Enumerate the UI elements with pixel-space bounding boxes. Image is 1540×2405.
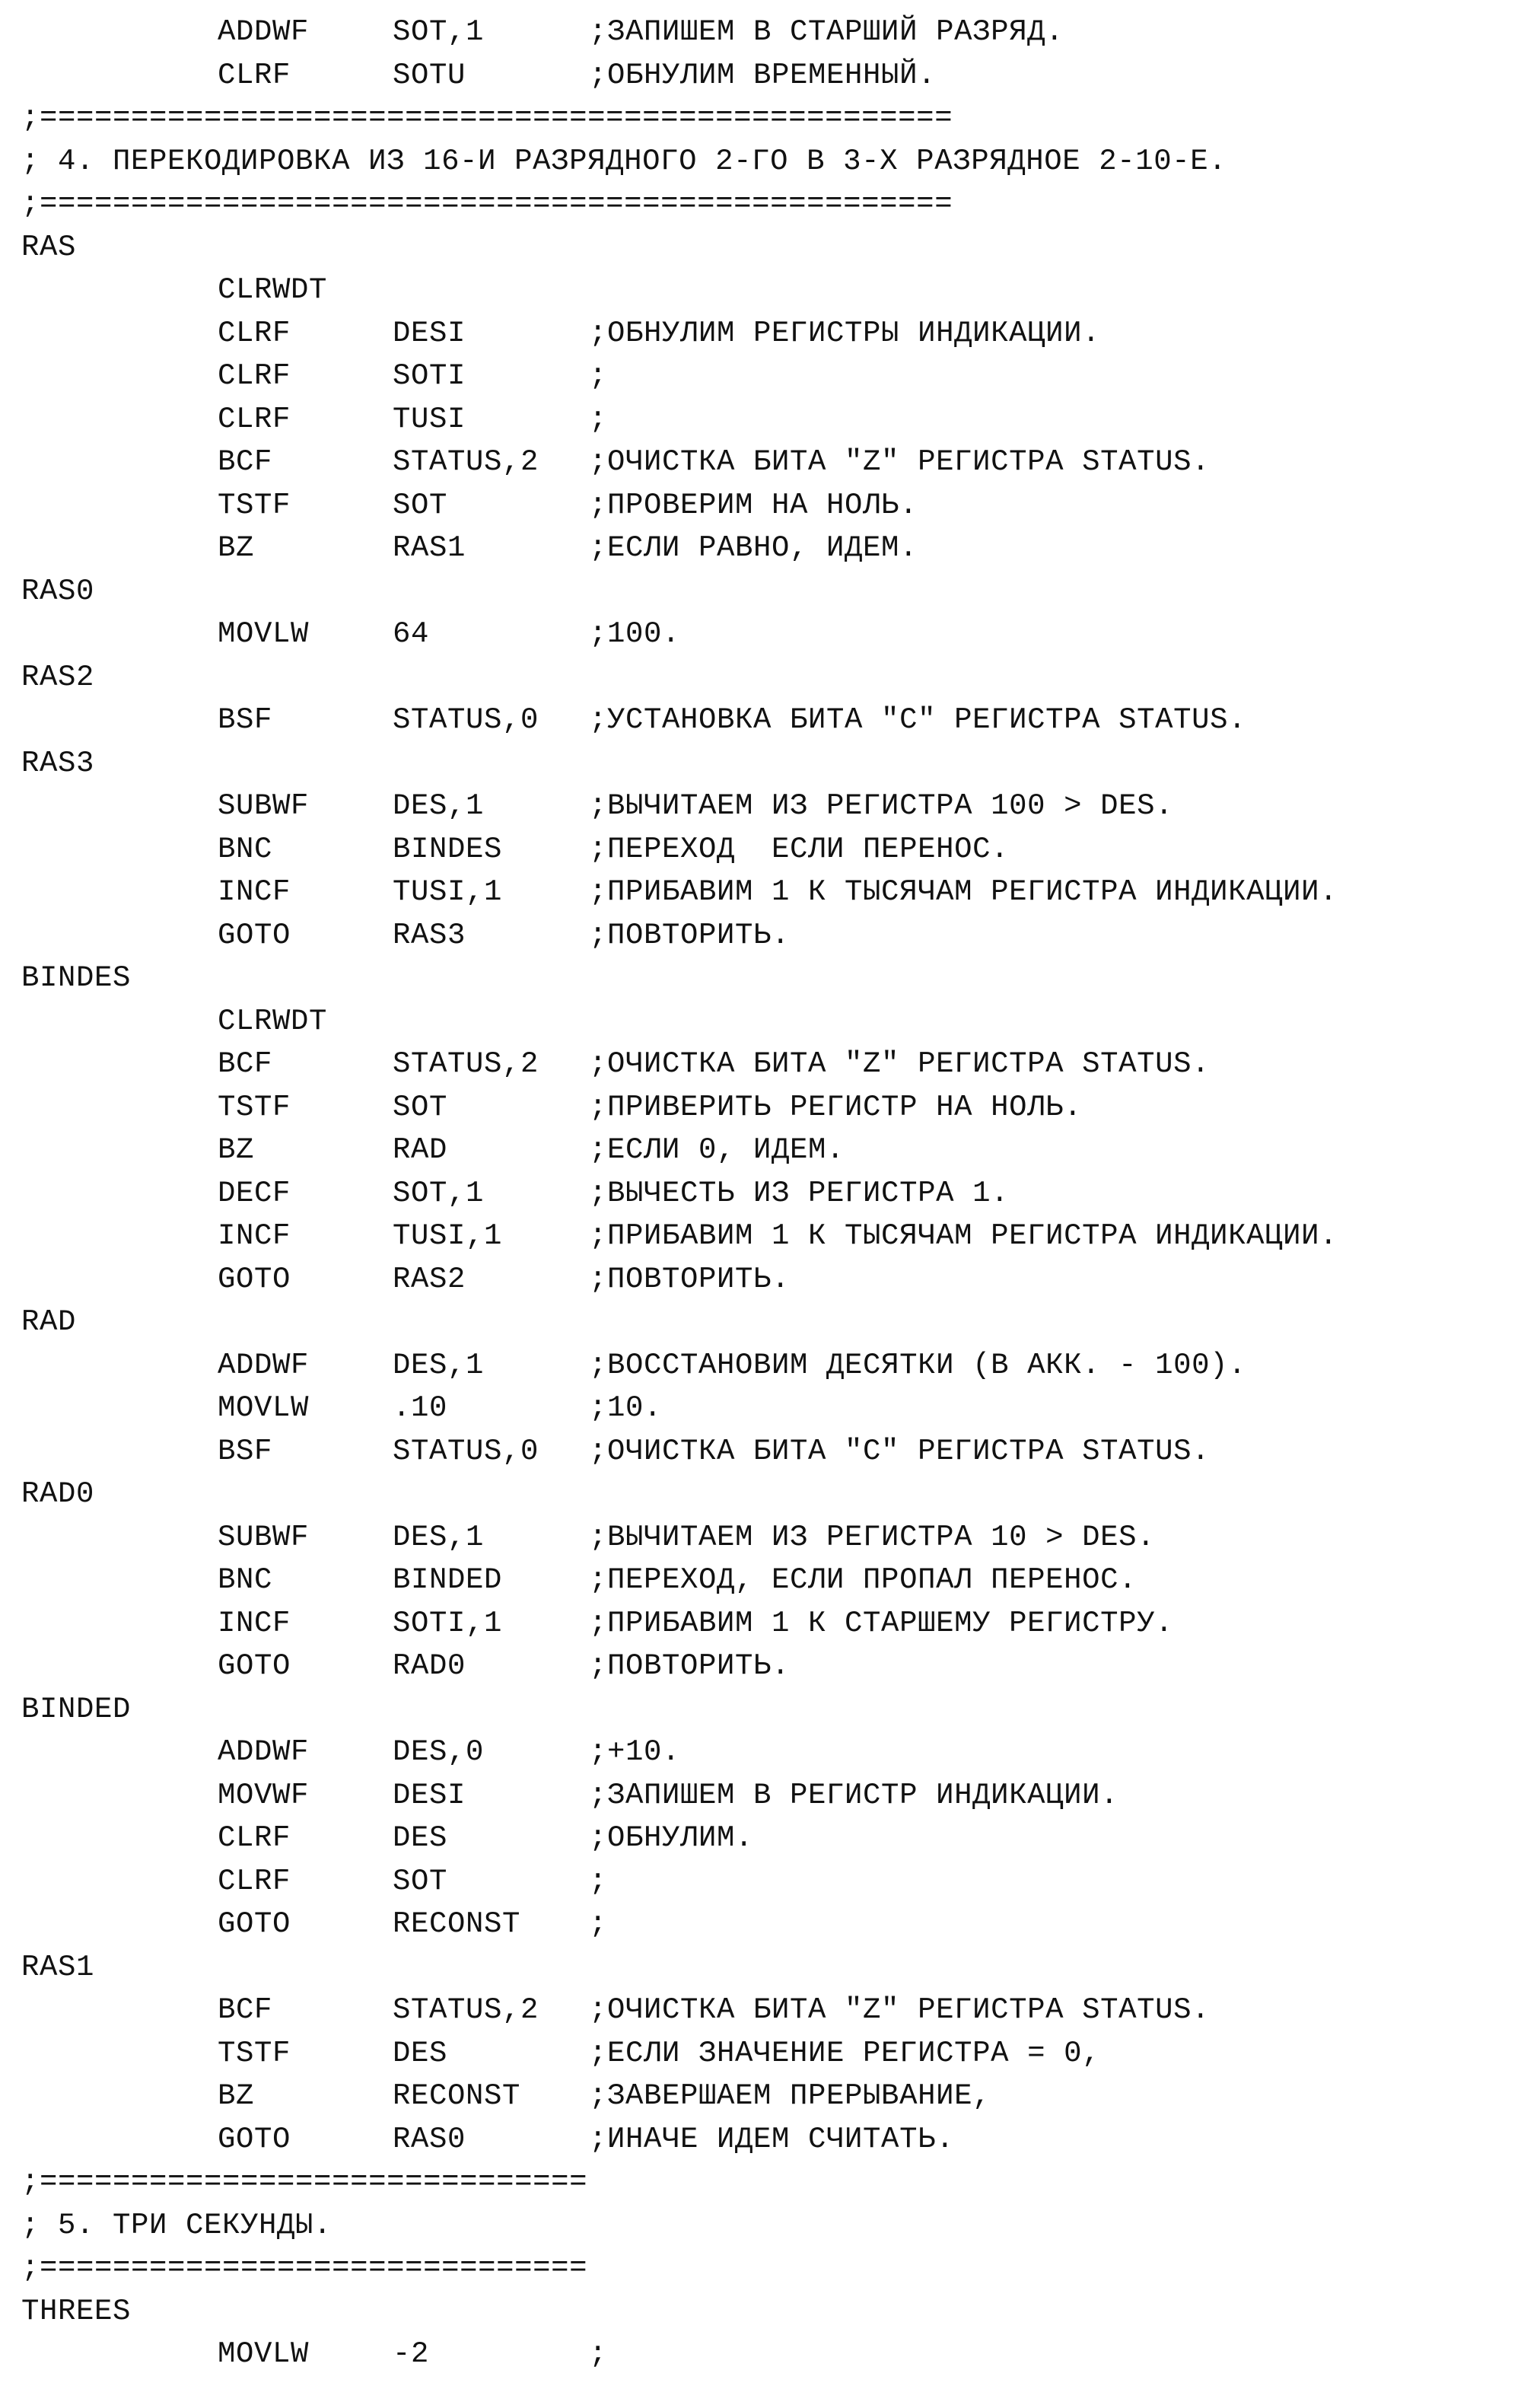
comment: ;100.	[589, 617, 681, 651]
code-label-line	[21, 1473, 1338, 1516]
comment: ;	[589, 359, 608, 393]
operand: RAD0	[393, 1649, 466, 1683]
opcode: CLRF	[218, 359, 291, 393]
operand: DES,0	[393, 1735, 485, 1769]
code-label-line	[21, 226, 1338, 269]
code-label-line	[21, 1301, 1338, 1344]
opcode: BZ	[218, 2079, 255, 2113]
code-line	[21, 1215, 1338, 1258]
opcode: BNC	[218, 1563, 273, 1597]
opcode: BCF	[218, 1047, 273, 1081]
code-line	[21, 1860, 1338, 1903]
comment: ;ОЧИСТКА БИТА "Z" РЕГИСТРА STATUS.	[589, 1993, 1211, 2027]
code-label-line	[21, 2290, 1338, 2333]
opcode: MOVWF	[218, 1778, 310, 1812]
comment: ;ОЧИСТКА БИТА "Z" РЕГИСТРА STATUS.	[589, 445, 1211, 479]
opcode: BNC	[218, 832, 273, 866]
code-line	[21, 269, 1338, 312]
code-label-line	[21, 1946, 1338, 1989]
code-line	[21, 484, 1338, 527]
comment: ;ПЕРЕХОД ЕСЛИ ПЕРЕНОС.	[589, 832, 1010, 866]
operand: RAS2	[393, 1262, 466, 1296]
code-label: RAS2	[21, 660, 95, 694]
code-line	[21, 1817, 1338, 1860]
code-line	[21, 613, 1338, 656]
operand: SOT	[393, 1864, 448, 1898]
separator: ;==============================	[21, 2251, 588, 2285]
opcode: TSTF	[218, 488, 291, 522]
code-line	[21, 699, 1338, 742]
opcode: BCF	[218, 1993, 273, 2027]
opcode: SUBWF	[218, 789, 310, 823]
code-line	[21, 1000, 1338, 1043]
comment: ;	[589, 2337, 608, 2371]
comment: ;ВЫЧЕСТЬ ИЗ РЕГИСТРА 1.	[589, 1176, 1010, 1210]
opcode: INCF	[218, 1219, 291, 1253]
opcode: BZ	[218, 531, 255, 565]
comment: ;ПЕРЕХОД, ЕСЛИ ПРОПАЛ ПЕРЕНОС.	[589, 1563, 1138, 1597]
comment: ;ИНАЧЕ ИДЕМ СЧИТАТЬ.	[589, 2122, 955, 2156]
code-line	[21, 398, 1338, 441]
code-label: THREES	[21, 2294, 132, 2328]
code-label-line	[21, 742, 1338, 785]
opcode: SUBWF	[218, 1520, 310, 1554]
comment: ;ВОССТАНОВИМ ДЕСЯТКИ (В АКК. - 100).	[589, 1348, 1247, 1382]
opcode: GOTO	[218, 1649, 291, 1683]
comment: ;ЕСЛИ ЗНАЧЕНИЕ РЕГИСТРА = 0,	[589, 2036, 1101, 2070]
opcode: ADDWF	[218, 15, 310, 49]
comment: ;10.	[589, 1391, 663, 1425]
operand: 64	[393, 617, 430, 651]
operand: SOT	[393, 1090, 448, 1124]
opcode: ADDWF	[218, 1735, 310, 1769]
operand: DES,1	[393, 1348, 485, 1382]
opcode: TSTF	[218, 2036, 291, 2070]
opcode: ADDWF	[218, 1348, 310, 1382]
comment: ;УСТАНОВКА БИТА "С" РЕГИСТРА STATUS.	[589, 703, 1247, 737]
code-line	[21, 2032, 1338, 2075]
comment: ;ВЫЧИТАЕМ ИЗ РЕГИСТРА 10 > DES.	[589, 1520, 1156, 1554]
comment: ;	[589, 1907, 608, 1941]
operand: RECONST	[393, 2079, 521, 2113]
opcode: CLRF	[218, 1821, 291, 1855]
code-label: RAS1	[21, 1950, 95, 1984]
opcode: GOTO	[218, 918, 291, 952]
code-line	[21, 1903, 1338, 1946]
code-line	[21, 1989, 1338, 2032]
opcode: GOTO	[218, 1262, 291, 1296]
opcode: TSTF	[218, 1090, 291, 1124]
comment: ;ЕСЛИ РАВНО, ИДЕМ.	[589, 531, 918, 565]
comment: ;	[589, 402, 608, 436]
code-line	[21, 2333, 1338, 2376]
comment: ;ПОВТОРИТЬ.	[589, 1649, 791, 1683]
code-label: RAD0	[21, 1477, 95, 1511]
code-line	[21, 1344, 1338, 1387]
operand: DESI	[393, 316, 466, 350]
operand: STATUS,0	[393, 703, 539, 737]
code-line	[21, 1387, 1338, 1430]
comment: ;ОБНУЛИМ РЕГИСТРЫ ИНДИКАЦИИ.	[589, 316, 1101, 350]
code-line	[21, 1774, 1338, 1817]
operand: STATUS,0	[393, 1434, 539, 1468]
comment: ;ПРОВЕРИМ НА НОЛЬ.	[589, 488, 918, 522]
code-label: RAS3	[21, 746, 95, 780]
code-line	[21, 828, 1338, 871]
comment: ;ОБНУЛИМ.	[589, 1821, 754, 1855]
operand: RECONST	[393, 1907, 521, 1941]
opcode: MOVLW	[218, 1391, 310, 1425]
operand: SOT,1	[393, 1176, 485, 1210]
separator-line	[21, 97, 1338, 140]
operand: SOT,1	[393, 15, 485, 49]
comment: ;ВЫЧИТАЕМ ИЗ РЕГИСТРА 100 > DES.	[589, 789, 1174, 823]
code-line	[21, 871, 1338, 914]
operand: DES	[393, 2036, 448, 2070]
code-line	[21, 2118, 1338, 2161]
comment: ;ЕСЛИ 0, ИДЕМ.	[589, 1133, 845, 1167]
code-line	[21, 527, 1338, 570]
operand: DES	[393, 1821, 448, 1855]
code-line	[21, 1043, 1338, 1086]
operand: RAS3	[393, 918, 466, 952]
opcode: DECF	[218, 1176, 291, 1210]
opcode: GOTO	[218, 1907, 291, 1941]
opcode: BZ	[218, 1133, 255, 1167]
operand: DESI	[393, 1778, 466, 1812]
opcode: CLRF	[218, 316, 291, 350]
separator: ;==================================================	[21, 187, 953, 221]
comment: ;ПРИБАВИМ 1 К ТЫСЯЧАМ РЕГИСТРА ИНДИКАЦИИ.	[589, 1219, 1338, 1253]
operand: .10	[393, 1391, 448, 1425]
code-line	[21, 11, 1338, 54]
comment: ;	[589, 1864, 608, 1898]
code-line	[21, 1645, 1338, 1688]
comment: ;ЗАПИШЕМ В СТАРШИЙ РАЗРЯД.	[589, 15, 1064, 49]
code-line	[21, 1129, 1338, 1172]
operand: RAS1	[393, 531, 466, 565]
code-label: RAS0	[21, 574, 95, 608]
comment: ;ОЧИСТКА БИТА "С" РЕГИСТРА STATUS.	[589, 1434, 1211, 1468]
code-line	[21, 312, 1338, 355]
section-title: ; 5. ТРИ СЕКУНДЫ.	[21, 2208, 332, 2242]
section-title: ; 4. ПЕРЕКОДИРОВКА ИЗ 16-И РАЗРЯДНОГО 2-ГО В 3-Х РАЗРЯДНОЕ 2-10-Е.	[21, 144, 1227, 178]
operand: STATUS,2	[393, 1993, 539, 2027]
code-line	[21, 355, 1338, 398]
opcode: CLRWDT	[218, 273, 328, 307]
code-line	[21, 1258, 1338, 1301]
comment: ;ОЧИСТКА БИТА "Z" РЕГИСТРА STATUS.	[589, 1047, 1211, 1081]
operand: SOTU	[393, 58, 466, 92]
operand: -2	[393, 2337, 430, 2371]
opcode: CLRF	[218, 402, 291, 436]
operand: DES,1	[393, 1520, 485, 1554]
opcode: MOVLW	[218, 2337, 310, 2371]
comment: ;ПРИБАВИМ 1 К СТАРШЕМУ РЕГИСТРУ.	[589, 1606, 1174, 1640]
separator-line	[21, 2161, 1338, 2204]
code-line	[21, 2075, 1338, 2118]
code-line	[21, 1516, 1338, 1559]
opcode: CLRF	[218, 58, 291, 92]
comment: ;ПРИБАВИМ 1 К ТЫСЯЧАМ РЕГИСТРА ИНДИКАЦИИ.	[589, 875, 1338, 909]
operand: BINDED	[393, 1563, 503, 1597]
opcode: BCF	[218, 445, 273, 479]
opcode: GOTO	[218, 2122, 291, 2156]
opcode: INCF	[218, 1606, 291, 1640]
separator-line	[21, 183, 1338, 226]
code-label-line	[21, 957, 1338, 1000]
separator: ;==================================================	[21, 101, 953, 135]
comment: ;ПОВТОРИТЬ.	[589, 1262, 791, 1296]
code-line	[21, 785, 1338, 828]
opcode: CLRF	[218, 1864, 291, 1898]
code-line	[21, 1172, 1338, 1215]
code-label: BINDED	[21, 1692, 132, 1726]
operand: TUSI	[393, 402, 466, 436]
operand: TUSI,1	[393, 1219, 503, 1253]
code-label: RAD	[21, 1305, 77, 1339]
operand: STATUS,2	[393, 1047, 539, 1081]
code-label: BINDES	[21, 961, 132, 995]
separator-line	[21, 2247, 1338, 2290]
opcode: CLRWDT	[218, 1004, 328, 1038]
comment: ;ЗАВЕРШАЕМ ПРЕРЫВАНИЕ,	[589, 2079, 991, 2113]
code-line	[21, 441, 1338, 484]
opcode: INCF	[218, 875, 291, 909]
code-listing	[21, 11, 1338, 2376]
comment: ;ПОВТОРИТЬ.	[589, 918, 791, 952]
operand: RAS0	[393, 2122, 466, 2156]
code-line	[21, 914, 1338, 957]
operand: DES,1	[393, 789, 485, 823]
code-label: RAS	[21, 230, 77, 264]
section-header	[21, 140, 1338, 183]
opcode: BSF	[218, 703, 273, 737]
code-line	[21, 1430, 1338, 1473]
operand: RAD	[393, 1133, 448, 1167]
code-line	[21, 1086, 1338, 1129]
operand: SOTI,1	[393, 1606, 503, 1640]
operand: SOT	[393, 488, 448, 522]
comment: ;ЗАПИШЕМ В РЕГИСТР ИНДИКАЦИИ.	[589, 1778, 1119, 1812]
operand: STATUS,2	[393, 445, 539, 479]
operand: TUSI,1	[393, 875, 503, 909]
code-line	[21, 1731, 1338, 1774]
separator: ;==============================	[21, 2165, 588, 2199]
section-header	[21, 2204, 1338, 2247]
operand: SOTI	[393, 359, 466, 393]
comment: ;ОБНУЛИМ ВРЕМЕННЫЙ.	[589, 58, 937, 92]
opcode: BSF	[218, 1434, 273, 1468]
code-line	[21, 1559, 1338, 1602]
operand: BINDES	[393, 832, 503, 866]
code-label-line	[21, 1688, 1338, 1731]
code-line	[21, 54, 1338, 97]
opcode: MOVLW	[218, 617, 310, 651]
comment: ;+10.	[589, 1735, 681, 1769]
code-label-line	[21, 570, 1338, 613]
code-label-line	[21, 656, 1338, 699]
code-line	[21, 1602, 1338, 1645]
comment: ;ПРИВЕРИТЬ РЕГИСТР НА НОЛЬ.	[589, 1090, 1083, 1124]
